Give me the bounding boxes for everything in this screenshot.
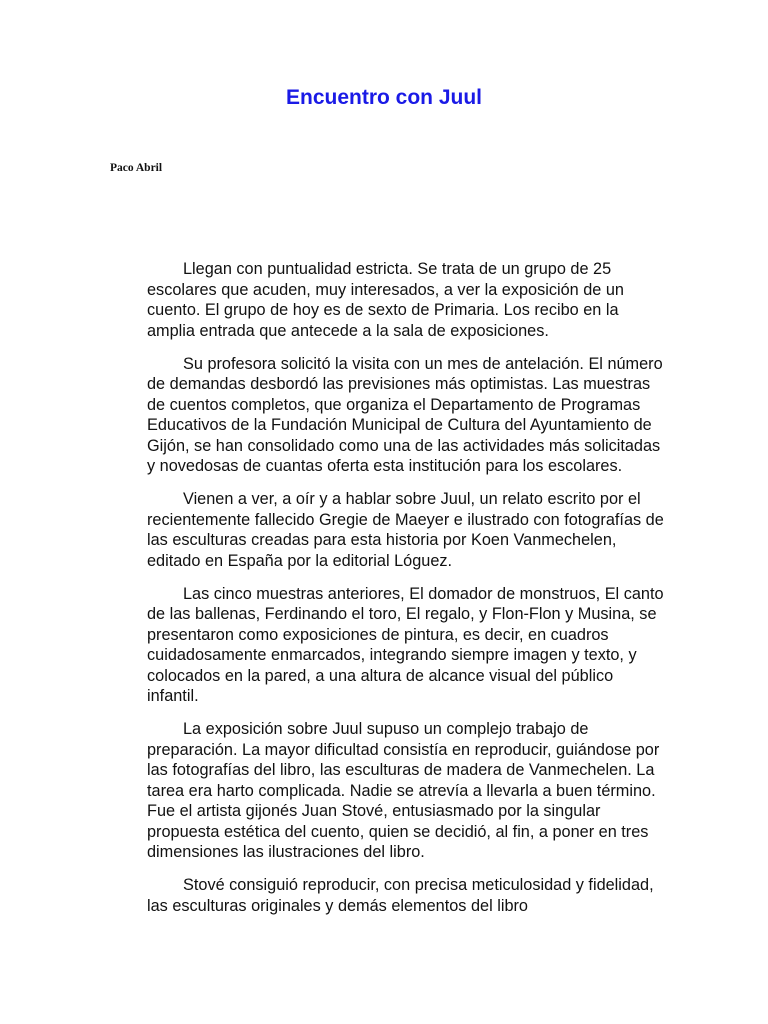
body-paragraph-2: Su profesora solicitó la visita con un mes de antelación. El número de demandas desbordó las previsiones más optimistas. Las muestras de cuentos completos, que organiza el Departamento de Programas Educativos de la Fundación Municipal de Cultura del Ayuntamiento de Gijón, se han consolidado como una de las actividades más solicitadas y novedosas de cuantas oferta esta institución para los escolares. xyxy=(147,354,663,475)
body-paragraph-3: Vienen a ver, a oír y a hablar sobre Juul, un relato escrito por el recientemente fallecido Gregie de Maeyer e ilustrado con fotografías de las esculturas creadas para esta historia por Koen Vanmechelen, editado en España por la editorial Lóguez. xyxy=(147,490,664,570)
document-body xyxy=(147,259,667,929)
body-paragraph-5: La exposición sobre Juul supuso un complejo trabajo de preparación. La mayor dificultad consistía en reproducir, guiándose por las fotografías del libro, las esculturas de madera de Vanmechelen. La tarea era harto complicada. Nadie se atrevía a llevarla a buen término. Fue el artista gijonés Juan Stové, entusiasmado por la singular propuesta estética del cuento, quien se decidió, al fin, a poner en tres dimensiones las ilustraciones del libro. xyxy=(147,720,660,861)
document-title: Encuentro con Juul xyxy=(285,86,482,109)
body-paragraph-4: Las cinco muestras anteriores, El domador de monstruos, El canto de las ballenas, Ferdinando el toro, El regalo, y Flon-Flon y Musina, se presentaron como exposiciones de pintura, es decir, en cuadros cuidadosamente enmarcados, integrando siempre imagen y texto, y colocados en la pared, a una altura de alcance visual del público infantil. xyxy=(147,584,664,705)
body-paragraph-1: Llegan con puntualidad estricta. Se trata de un grupo de 25 escolares que acuden, muy interesados, a ver la exposición de un cuento. El grupo de hoy es de sexto de Primaria. Los recibo en la amplia entrada que antecede a la sala de exposiciones. xyxy=(147,260,624,340)
body-paragraph-6: Stové consiguió reproducir, con precisa meticulosidad y fidelidad, las esculturas originales y demás elementos del libro xyxy=(147,876,654,915)
document-author: Paco Abril xyxy=(110,162,163,174)
